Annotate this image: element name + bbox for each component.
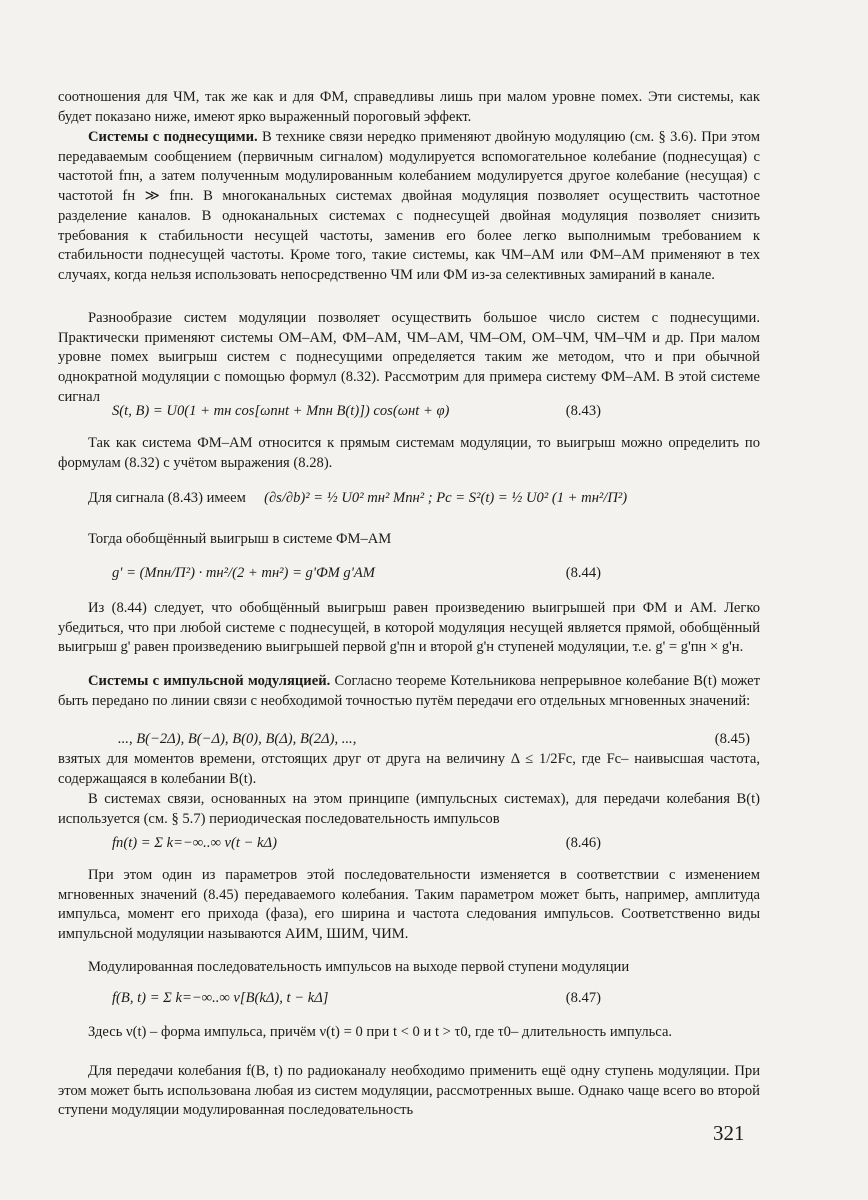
paragraph-subcarrier-body: В технике связи нередко применяют двойную модуляцию (см. § 3.6). При этом передаваемым сообщением (первичным сигналом) модулируется вспомогательное колебание (поднесущая) с частотой fпн, а затем полученным модулированным колебанием модулируется другое колебание (несущая) с частотой fн ≫ fпн. В многоканальных системах двойная модуляция позволяет осуществить частотное разделение каналов. В одноканальных системах с поднесущей двойная модуляция позволяет снизить требования к стабильности несущей частоты, заменив его более легко выполнимым требованием к стабильности поднесущей частоты. Кроме того, такие системы, как ЧМ–АМ или ФМ–АМ применяют в тех случаях, когда нельзя использовать непосредственно ЧМ или ФМ из-за селективных замираний в канале. bbox=[58, 129, 760, 283]
paragraph-pulse-parameters: При этом один из параметров этой последовательности изменяется в соответствии с изменением мгновенных значений (8.45) передаваемого колебания. Таким параметром может быть, например, амплитуда импульса, момент его прихода (фаза), его ширина и частота следования импульсов. Соответственно виды импульсной модуляции называются АИМ, ШИМ, ЧИМ. bbox=[58, 867, 760, 943]
paragraph-modulation-variety: Разнообразие систем модуляции позволяет осуществить большое число систем с поднесущими. Практически применяют системы ОМ–АМ, ФМ–АМ, ЧМ–АМ, ЧМ–ОМ, ОМ–ЧМ, ЧМ–ЧМ и др. При малом уровне помех выигрыш систем с поднесущими определяется таким же методом, что и при обычной однократной модуляции с помощью формул (8.32). Рассмотрим для примера систему ФМ–АМ. В этой системе сигнал bbox=[58, 310, 760, 405]
equation-8-46 bbox=[112, 828, 732, 862]
page-number: 321 bbox=[713, 1121, 745, 1145]
equation-number-8-45: (8.45) bbox=[714, 731, 750, 747]
equation-number-8-47: (8.47) bbox=[565, 990, 601, 1006]
paragraph-modulated-sequence: Модулированная последовательность импульсов на выходе первой ступени модуляции bbox=[88, 959, 630, 975]
equation-number-8-43: (8.43) bbox=[565, 403, 601, 419]
equation-8-45 bbox=[118, 728, 750, 752]
equation-8-43 bbox=[112, 400, 732, 424]
equation-number-8-46: (8.46) bbox=[565, 835, 601, 851]
paragraph-direct-systems: Так как система ФМ–АМ относится к прямым системам модуляции, то выигрыш можно определить по формулам (8.32) с учётом выражения (8.28). bbox=[58, 435, 760, 471]
equation-8-43-formula: S(t, B) = U0(1 + mн cos[ωпнt + Mпн B(t)]) cos(ωнt + φ) bbox=[112, 403, 450, 419]
paragraph-generalized-gain: Тогда обобщённый выигрыш в системе ФМ–АМ bbox=[88, 531, 392, 547]
paragraph-pulse-body: Согласно теореме Котельникова непрерывное колебание B(t) может быть передано по линии связи с необходимой точностью путём передачи его отдельных мгновенных значений: bbox=[58, 673, 761, 709]
paragraph-pulse-systems bbox=[58, 672, 760, 711]
equation-8-47 bbox=[112, 980, 732, 1014]
paragraph-intro: соотношения для ЧМ, так же как и для ФМ, справедливы лишь при малом уровне помех. Эти системы, как будет показано ниже, имеют ярко выраженный пороговый эффект. bbox=[58, 89, 760, 125]
paragraph-radio-channel: Для передачи колебания f(B, t) по радиоканалу необходимо применить ещё одну ступень модуляции. При этом может быть использована любая из систем модуляции, рассмотренных выше. Однако чаще всего во второй ступени модуляции модулированная последовательность bbox=[58, 1063, 760, 1119]
paragraph-pulse-sequence: В системах связи, основанных на этом принципе (импульсных системах), для передачи колебания B(t) используется (см. § 5.7) периодическая последовательность импульсов bbox=[58, 791, 760, 827]
equation-8-46-formula: fп(t) = Σ k=−∞..∞ ν(t − kΔ) bbox=[112, 835, 277, 851]
equation-signal-power bbox=[88, 487, 748, 511]
section-heading-pulse-modulation: Системы с импульсной модуляцией. bbox=[88, 673, 331, 689]
paragraph-sampling-interval: взятых для моментов времени, отстоящих друг от друга на величину Δ ≤ 1/2Fc, где Fc– наивысшая частота, содержащаяся в колебании B(t). bbox=[58, 751, 760, 787]
equation-8-45-formula: ..., B(−2Δ), B(−Δ), B(0), B(Δ), B(2Δ), ..., bbox=[118, 731, 357, 747]
section-heading-subcarriers: Системы с поднесущими. bbox=[88, 129, 258, 145]
paragraph-gain-product: Из (8.44) следует, что обобщённый выигрыш равен произведению выигрышей при ФМ и АМ. Легко убедиться, что при любой системе с поднесущей, в которой модуляция несущей является прямой, обобщённый выигрыш g' равен произведению выигрышей первой g'пн и второй g'н ступеней модуляции, т.е. g' = g'пн × g'н. bbox=[58, 600, 760, 656]
equation-8-47-formula: f(B, t) = Σ k=−∞..∞ ν[B(kΔ), t − kΔ] bbox=[112, 990, 329, 1006]
equation-8-44 bbox=[112, 562, 732, 586]
paragraph-subcarrier-systems bbox=[58, 128, 760, 286]
paragraph-pulse-shape: Здесь ν(t) – форма импульса, причём ν(t) = 0 при t < 0 и t > τ0, где τ0– длительность импульса. bbox=[88, 1024, 673, 1040]
equation-8-44-formula: g' = (Mпн/П²) · mн²/(2 + mн²) = g'ФМ g'АМ bbox=[112, 565, 375, 581]
equation-signal-power-formula: (∂s/∂b)² = ½ U0² mн² Mпн² ; Pc = S²(t) = ½ U0² (1 + mн²/П²) bbox=[264, 490, 628, 506]
text-for-signal: Для сигнала (8.43) имеем bbox=[88, 490, 246, 506]
equation-number-8-44: (8.44) bbox=[565, 565, 601, 581]
